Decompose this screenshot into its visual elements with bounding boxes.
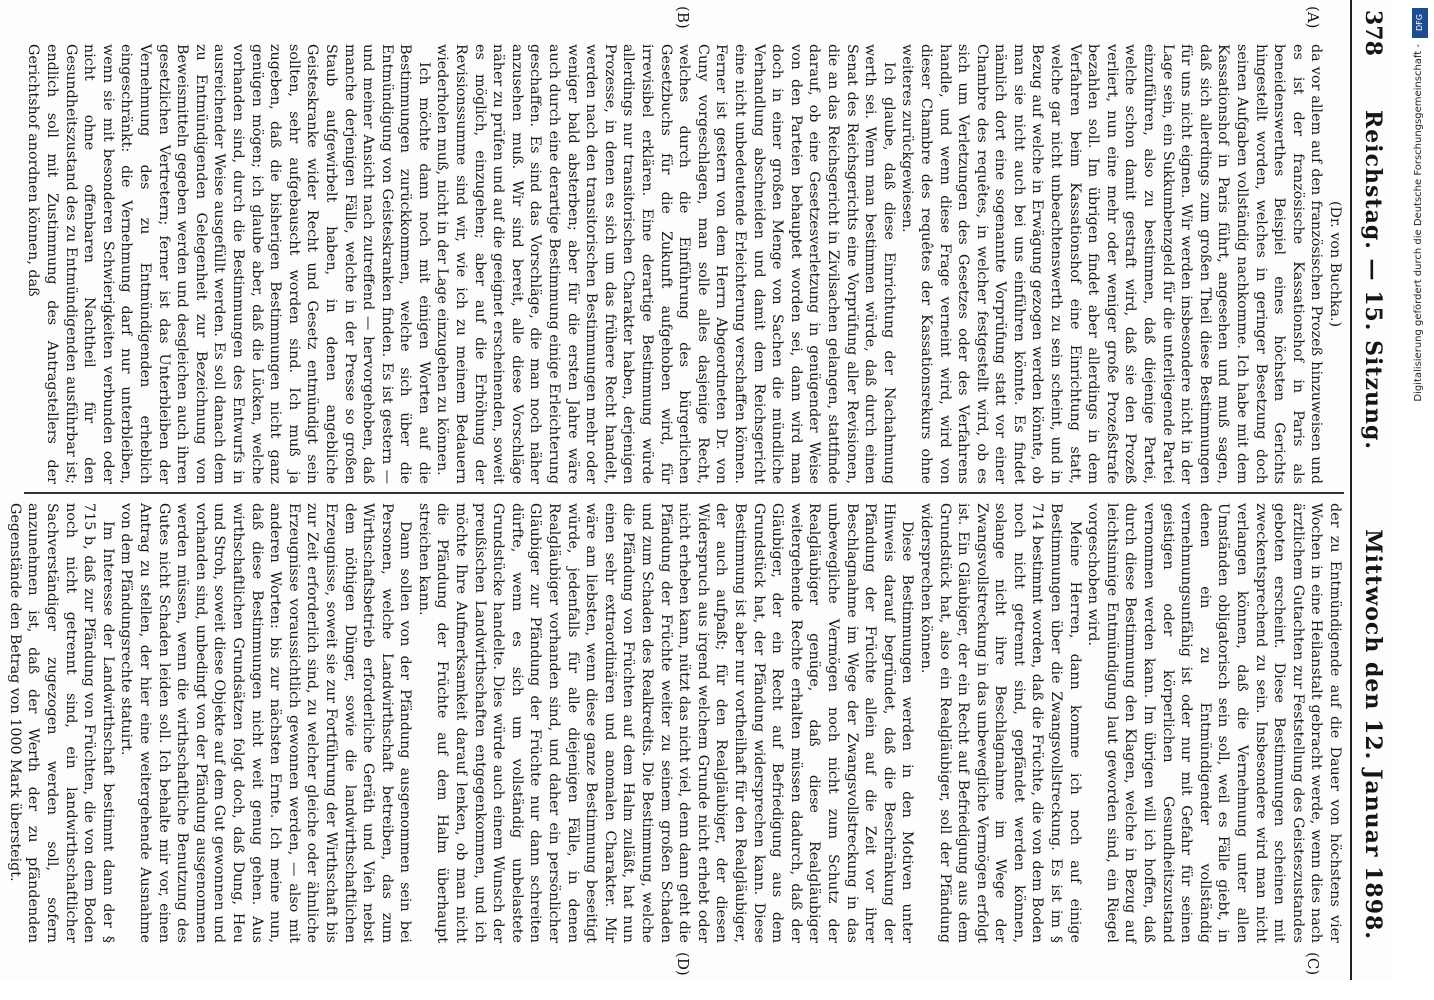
session-title: Reichstag. — 15. Sitzung. [1360,110,1386,451]
paragraph: der zu Entmündigende auf die Dauer von höchstens vier Wochen in eine Heilanstalt gebracht werde, wenn dies nach ärztlichem Gutachten zur Feststellung des Geisteszustandes geboten erscheint. Diese Bestimmungen scheinen mit zweckentsprechend zu sein. Insbesondere wird man nicht verlangen können, daß die Vernehmung unter allen Umständen obligatorisch sein soll, weil es Fälle giebt, in denen ein zu Entmündigender vollständig vernehmungsunfähig ist oder nur mit Gefahr für seinen geistigen oder körperlichen Gesundheitszustand vernommen werden kann. Im übrigen will ich hoffen, daß durch diese Bestimmung den Klagen, welche in Bezug auf leichtsinnige Entmündigung laut geworden sind, ein Riegel vorgeschoben wird. [1085,503,1343,943]
session-date: Mittwoch den 12. Januar 1898. [1360,529,1386,940]
speaker-label: (Dr. von Buchka.) [1327,200,1343,328]
paragraph: Ich glaube, daß diese Einrichtung der Nachahmung werth sei. Wenn man bestimmen würde, daß durch einen Senat des Reichsgerichts eine Vorprüfung aller Revisionen, die an das Reichsgericht in Zivilsachen gelangen, stattfinde darauf, ob eine Gesetzesverletzung in genügender Weise von den Parteien behauptet worden sei, dann wird man doch in einer großen Menge von Sachen die mündliche Verhandlung abschneiden und damit dem Reichsgericht eine nicht unbedeutende Erleichterung verschaffen können. Ferner ist gestern von dem Herrn Abgeordneten Dr. von Cuny vorgeschlagen, man solle alles dasjenige Recht, welches durch die Einführung des bürgerlichen Gesetzbuchs für die Zukunft aufgehoben wird, für irrevisibel erklären. Eine derartige Bestimmung würde allerdings nur transitorischen Charakter haben, derjenigen Prozesse, in denen es sich um das frühere Recht handelt, werden nach den transitorischen Bestimmungen mehr oder weniger bald absterben; aber für die ersten Jahre wäre auch durch eine derartige Bestimmung einige Erleichterung geschaffen. Es sind das Vorschläge, die man noch näher anzusehen muß. Wir sind bereit, alle diese Vorschläge näher zu prüfen und auf die geeignet erscheinenden, soweit es möglich, einzugehen; aber auf die Erhöhung der Revisionssumme sind wir, wie ich zu meinem Bedauern wiederholen muß, nicht in der Lage einzugehen zu können. [434,44,897,484]
paragraph: Meine Herren, dann komme ich noch auf einige Bestimmungen über die Zwangsvollstreckung. Es ist im § 714 bestimmt worden, daß die Früchte, die von dem Boden noch nicht getrennt sind, gepfändet werden können, solange nicht ihre Beschlagnahme im Wege der Zwangsvollstreckung in das unbewegliche Vermögen erfolgt ist. Ein Gläubiger, der ein Recht auf Befriedigung aus dem Grundstück hat, also ein Realgläubiger, soll der Pfändung widersprechen können. [917,503,1083,943]
margin-mark-c: (C) [1304,952,1322,976]
dfg-logo: DFG [1412,8,1428,38]
paragraph: Diese Bestimmungen werden in den Motiven unter Hinweis darauf begründet, daß die Beschränkung der Pfändung der Früchte allein auf die Zeit vor ihrer Beschlagnahme im Wege der Zwangsvollstreckung in das unbewegliche Vermögen noch nicht zum Schutz der Realgläubiger genüge, daß diese Realgläubiger weitergehende Rechte erhalten müssen dadurch, daß der Gläubiger, der ein Recht auf Befriedigung aus dem Grundstück hat, der Pfändung widersprechen kann. Diese Bestimmung ist aber nur vortheilhaft für den Realgläubiger, der auch aufpaßt; für den Realgläubiger, der diesen Widerspruch aus irgend welchem Grunde nicht erhebt oder nicht erheben kann, nützt das nicht viel, denn dann geht die Pfändung der Früchte weiter zu seinem großen Schaden und zum Schaden des Realkredits. Die Bestimmung, welche die Pfändung von Früchten auf dem Halm zuläßt, hat nun einen sehr extraordinären und anomalen Charakter. Mir wäre am liebsten, wenn diese ganze Bestimmung beseitigt würde, jedenfalls für alle diejenigen Fälle, in denen Realgläubiger vorhanden sind, und daher ein persönlicher Gläubiger zur Pfändung der Früchte nur dann schreiten dürfte, wenn es sich um vollständig unbelastete Grundstücke handelte. Dies würde auch einem Wunsch der preußischen Landwirthschaften entgegenkommen, und ich möchte Ihre Aufmerksamkeit darauf lenken, ob man nicht die Pfändung der Früchte auf dem Halm überhaupt streichen kann. [415,503,916,943]
page-header [1352,0,1386,980]
paragraph: Im Interesse der Landwirthschaft bestimmt dann der § 715 b, daß zur Pfändung von Früchten, die von dem Boden noch nicht getrennt sind, ein landwirthschaftlicher Sachverständiger zugezogen werden soll, sofern anzunehmen ist, daß der Werth der zu pfändenden Gegenstände den Betrag von 1000 Mark übersteigt. [6,503,116,943]
page-number: 378 [1360,10,1386,56]
paragraph: da vor allem auf den französischen Prozeß hinzuweisen und es ist der französische Kassationshof in Paris als beneidenswerthes Beispiel eines höchsten Gerichts hingestellt worden, welches in geringer Besetzung doch seinen Aufgaben vollständig nachkomme. Ich habe mit dem Kassationshof in Paris führt, angesehen und muß sagen, daß sich allerdings zum großen Theil diese Bestimmungen für uns nicht eignen. Wir werden insbesondere nicht in der Lage sein, ein Sukkumbenzgeld für die unterliegende Partei einzuführen, also zu bestimmen, daß diejenige Partei, welche schon damit gestraft wird, daß sie den Prozeß verliert, nun eine mehr oder weniger große Prozeßstrafe bezahlen soll. Im übrigen findet aber allerdings in dem Verfahren beim Kassationshof eine Einrichtung statt, welche gar nicht unbeachtenswerth zu sein scheint, und in Bezug auf welche in Erwägung gezogen werden könnte, ob man sie nicht auch bei uns einführen könnte. Es findet nämlich dort eine sogenannte Vorprüfung statt vor einer Chambre des requêtes, in welcher festgestellt wird, ob es sich um Verletzungen des Gesetzes oder des Verfahrens handle, und wenn diese Frage verneint wird, wird von dieser Chambre des requêtes der Kassationsrekurs ohne weiteres zurückgewiesen. [899,44,1325,484]
credit-text: Digitalisierung gefördert durch die Deutsche Forschungsgemeinschaft - [1413,44,1424,402]
digitization-credit [1410,8,1432,998]
left-column [14,44,1344,484]
margin-mark-a: (A) [1304,6,1322,29]
header-rule [1350,0,1352,980]
column-divider [24,492,1344,494]
margin-mark-d: (D) [674,952,692,976]
paragraph: Ich möchte dann noch mit einigen Worten auf die Bestimmungen zurückkommen, welche sich über die Entmündigung von Geisteskranken finden. Es ist gestern — und meiner Ansicht nach zutreffend — hervorgehoben, daß manche derjenigen Fälle, welche in der Presse so großen Staub aufgewirbelt haben, in denen angebliche Geisteskranke wider Recht und Gesetz entmündigt sein sollten, sehr aufgebauscht worden sind. Ich muß ja zugeben, daß die bisherigen Bestimmungen nicht ganz genügen mögen; ich glaube aber, daß die Lücken, welche vorhanden sind, durch die Bestimmungen des Entwurfs in ausreichender Weise ausgefüllt werden. Es soll danach dem zu Entmündigenden Gelegenheit zur Bezeichnung von Beweismitteln gegeben werden und desgleichen auch ihren gesetzlichen Vertretern; ferner ist das Unterbleiben der Vernehmung des zu Entmündigenden erheblich eingeschränkt: die Vernehmung darf nur unterbleiben, wenn sie mit besonderen Schwierigkeiten verbunden oder nicht ohne offenbaren Nachtheil für den Gesundheitszustand des zu Entmündigenden ausführbar ist; endlich soll mit Zustimmung des Antragstellers der Gerichtshof anordnen können, daß [25,44,432,484]
margin-mark-b: (B) [674,6,692,29]
right-column [6,503,1344,943]
paragraph: Dann sollen von der Pfändung ausgenommen sein bei Personen, welche Landwirthschaft betreiben, das zum Wirthschaftsbetrieb erforderliche Geräth und Vieh nebst dem nöthigen Dünger, sowie die landwirthschaftlichen Erzeugnisse, soweit sie zur Fortführung der Wirthschaft bis zur Zeit erforderlich sind, zu welcher gleiche oder ähnliche Erzeugnisse voraussichtlich gewonnen werden, — also mit anderen Worten: bis zur nächsten Ernte. Ich meine nun, daß diese Bestimmungen nicht weit genug gehen. Aus wirthschaftlichen Grundsätzen folgt doch, daß Dung, Heu und Stroh, soweit diese Objekte auf dem Gut gewonnen und vorhanden sind, unbedingt von der Pfändung ausgenommen werden müssen, wenn die wirthschaftliche Benutzung des Gutes nicht Schaden leiden soll. Ich behalte mir vor, einen Antrag zu stellen, der hier eine weitergehende Ausnahme von dem Pfändungsrechte statuirt. [118,503,414,943]
